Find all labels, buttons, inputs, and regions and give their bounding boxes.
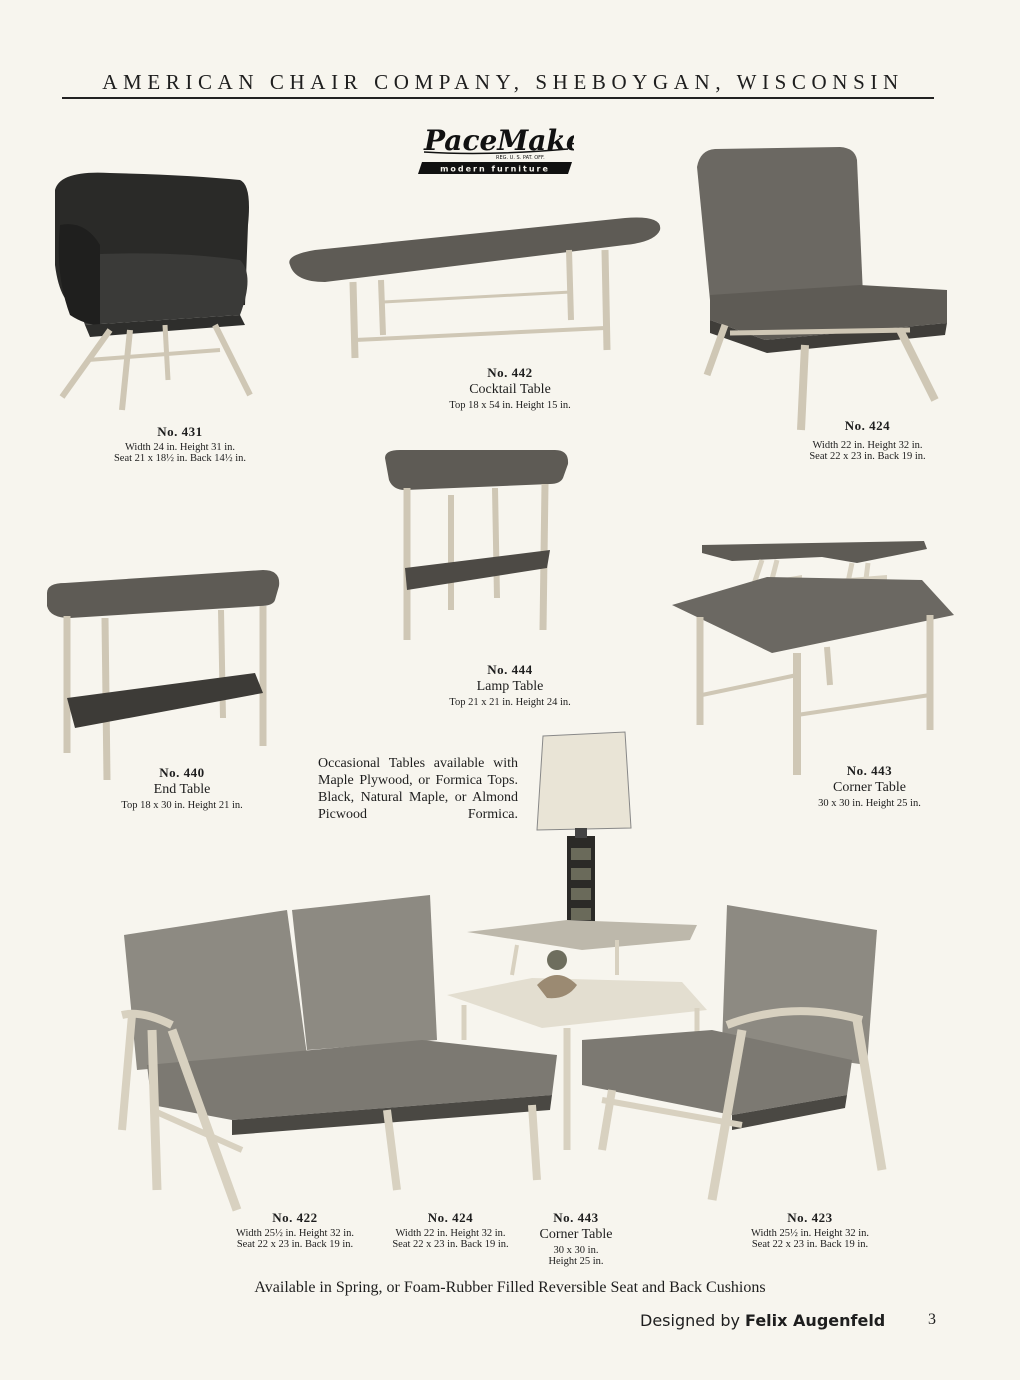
caption-423 <box>725 1210 895 1250</box>
product-number: No. 424 <box>844 418 891 433</box>
designer-prefix: Designed by <box>640 1311 740 1330</box>
caption-442 <box>420 365 600 411</box>
product-number: No. 444 <box>487 662 533 677</box>
product-dimensions: Width 22 in. Height 32 in. Seat 22 x 23 in. Back 19 in. <box>392 1228 509 1250</box>
product-dimensions: 30 x 30 in. Height 25 in. <box>548 1245 604 1267</box>
corner-table-443-image <box>672 535 957 780</box>
product-name: Lamp Table <box>476 679 544 694</box>
product-number: No. 440 <box>159 765 205 780</box>
pacemaker-logo <box>418 116 574 176</box>
living-room-group-image <box>112 890 892 1220</box>
product-dimensions: Top 18 x 54 in. Height 15 in. <box>449 400 571 411</box>
lamp-table-444-image <box>385 450 570 645</box>
header-rule <box>62 97 934 99</box>
product-number: No. 422 <box>272 1210 318 1225</box>
product-number: No. 443 <box>846 763 893 778</box>
caption-443-top <box>782 763 957 809</box>
logo-reg-text: REG. U. S. PAT. OFF. <box>496 155 545 161</box>
product-dimensions: Width 25½ in. Height 32 in. Seat 22 x 23 in. Back 19 in. <box>236 1228 354 1250</box>
logo-script-text: PaceMak <box>424 124 566 157</box>
chair-424-image <box>695 145 950 435</box>
product-name: Corner Table <box>539 1227 613 1242</box>
caption-431 <box>95 424 265 464</box>
product-dimensions: Width 25½ in. Height 32 in. Seat 22 x 23 in. Back 19 in. <box>751 1228 869 1250</box>
chair-431-image <box>40 165 270 415</box>
cocktail-table-442-image <box>285 210 665 360</box>
product-dimensions: 30 x 30 in. Height 25 in. <box>818 798 921 809</box>
caption-424-top <box>780 418 955 462</box>
product-number: No. 431 <box>157 424 203 439</box>
caption-440 <box>92 765 272 811</box>
product-number: No. 423 <box>787 1210 833 1225</box>
caption-444 <box>420 662 600 708</box>
caption-424-bottom <box>368 1210 533 1250</box>
page-number: 3 <box>928 1311 936 1328</box>
end-table-440-image <box>45 568 285 783</box>
caption-443-bottom <box>520 1210 632 1267</box>
product-dimensions: Width 24 in. Height 31 in. Seat 21 x 18½ in. Back 14½ in. <box>113 442 247 464</box>
logo-tagline-text: modern furniture <box>440 164 550 174</box>
page-header: AMERICAN CHAIR COMPANY, SHEBOYGAN, WISCONSIN <box>102 70 904 94</box>
caption-422 <box>210 1210 380 1250</box>
product-dimensions: Top 21 x 21 in. Height 24 in. <box>449 697 571 708</box>
product-number: No. 442 <box>487 365 533 380</box>
product-number: No. 443 <box>553 1210 599 1225</box>
product-dimensions: Top 18 x 30 in. Height 21 in. <box>121 800 243 811</box>
cushion-availability-text: Available in Spring, or Foam-Rubber Filled Reversible Seat and Back Cushions <box>254 1279 766 1296</box>
product-name: Cocktail Table <box>469 382 551 397</box>
designer-name: Felix Augenfeld <box>745 1311 886 1330</box>
product-dimensions: Width 22 in. Height 32 in. Seat 22 x 23 in. Back 19 in. <box>809 440 926 462</box>
product-name: End Table <box>153 782 211 797</box>
designer-credit <box>640 1311 885 1330</box>
product-number: No. 424 <box>427 1210 474 1225</box>
tops-availability-note: Occasional Tables available with Maple Plywood, or Formica Tops. Black, Natural Maple, or Almond Picwood Formica. <box>318 756 518 822</box>
product-name: Corner Table <box>832 780 906 795</box>
